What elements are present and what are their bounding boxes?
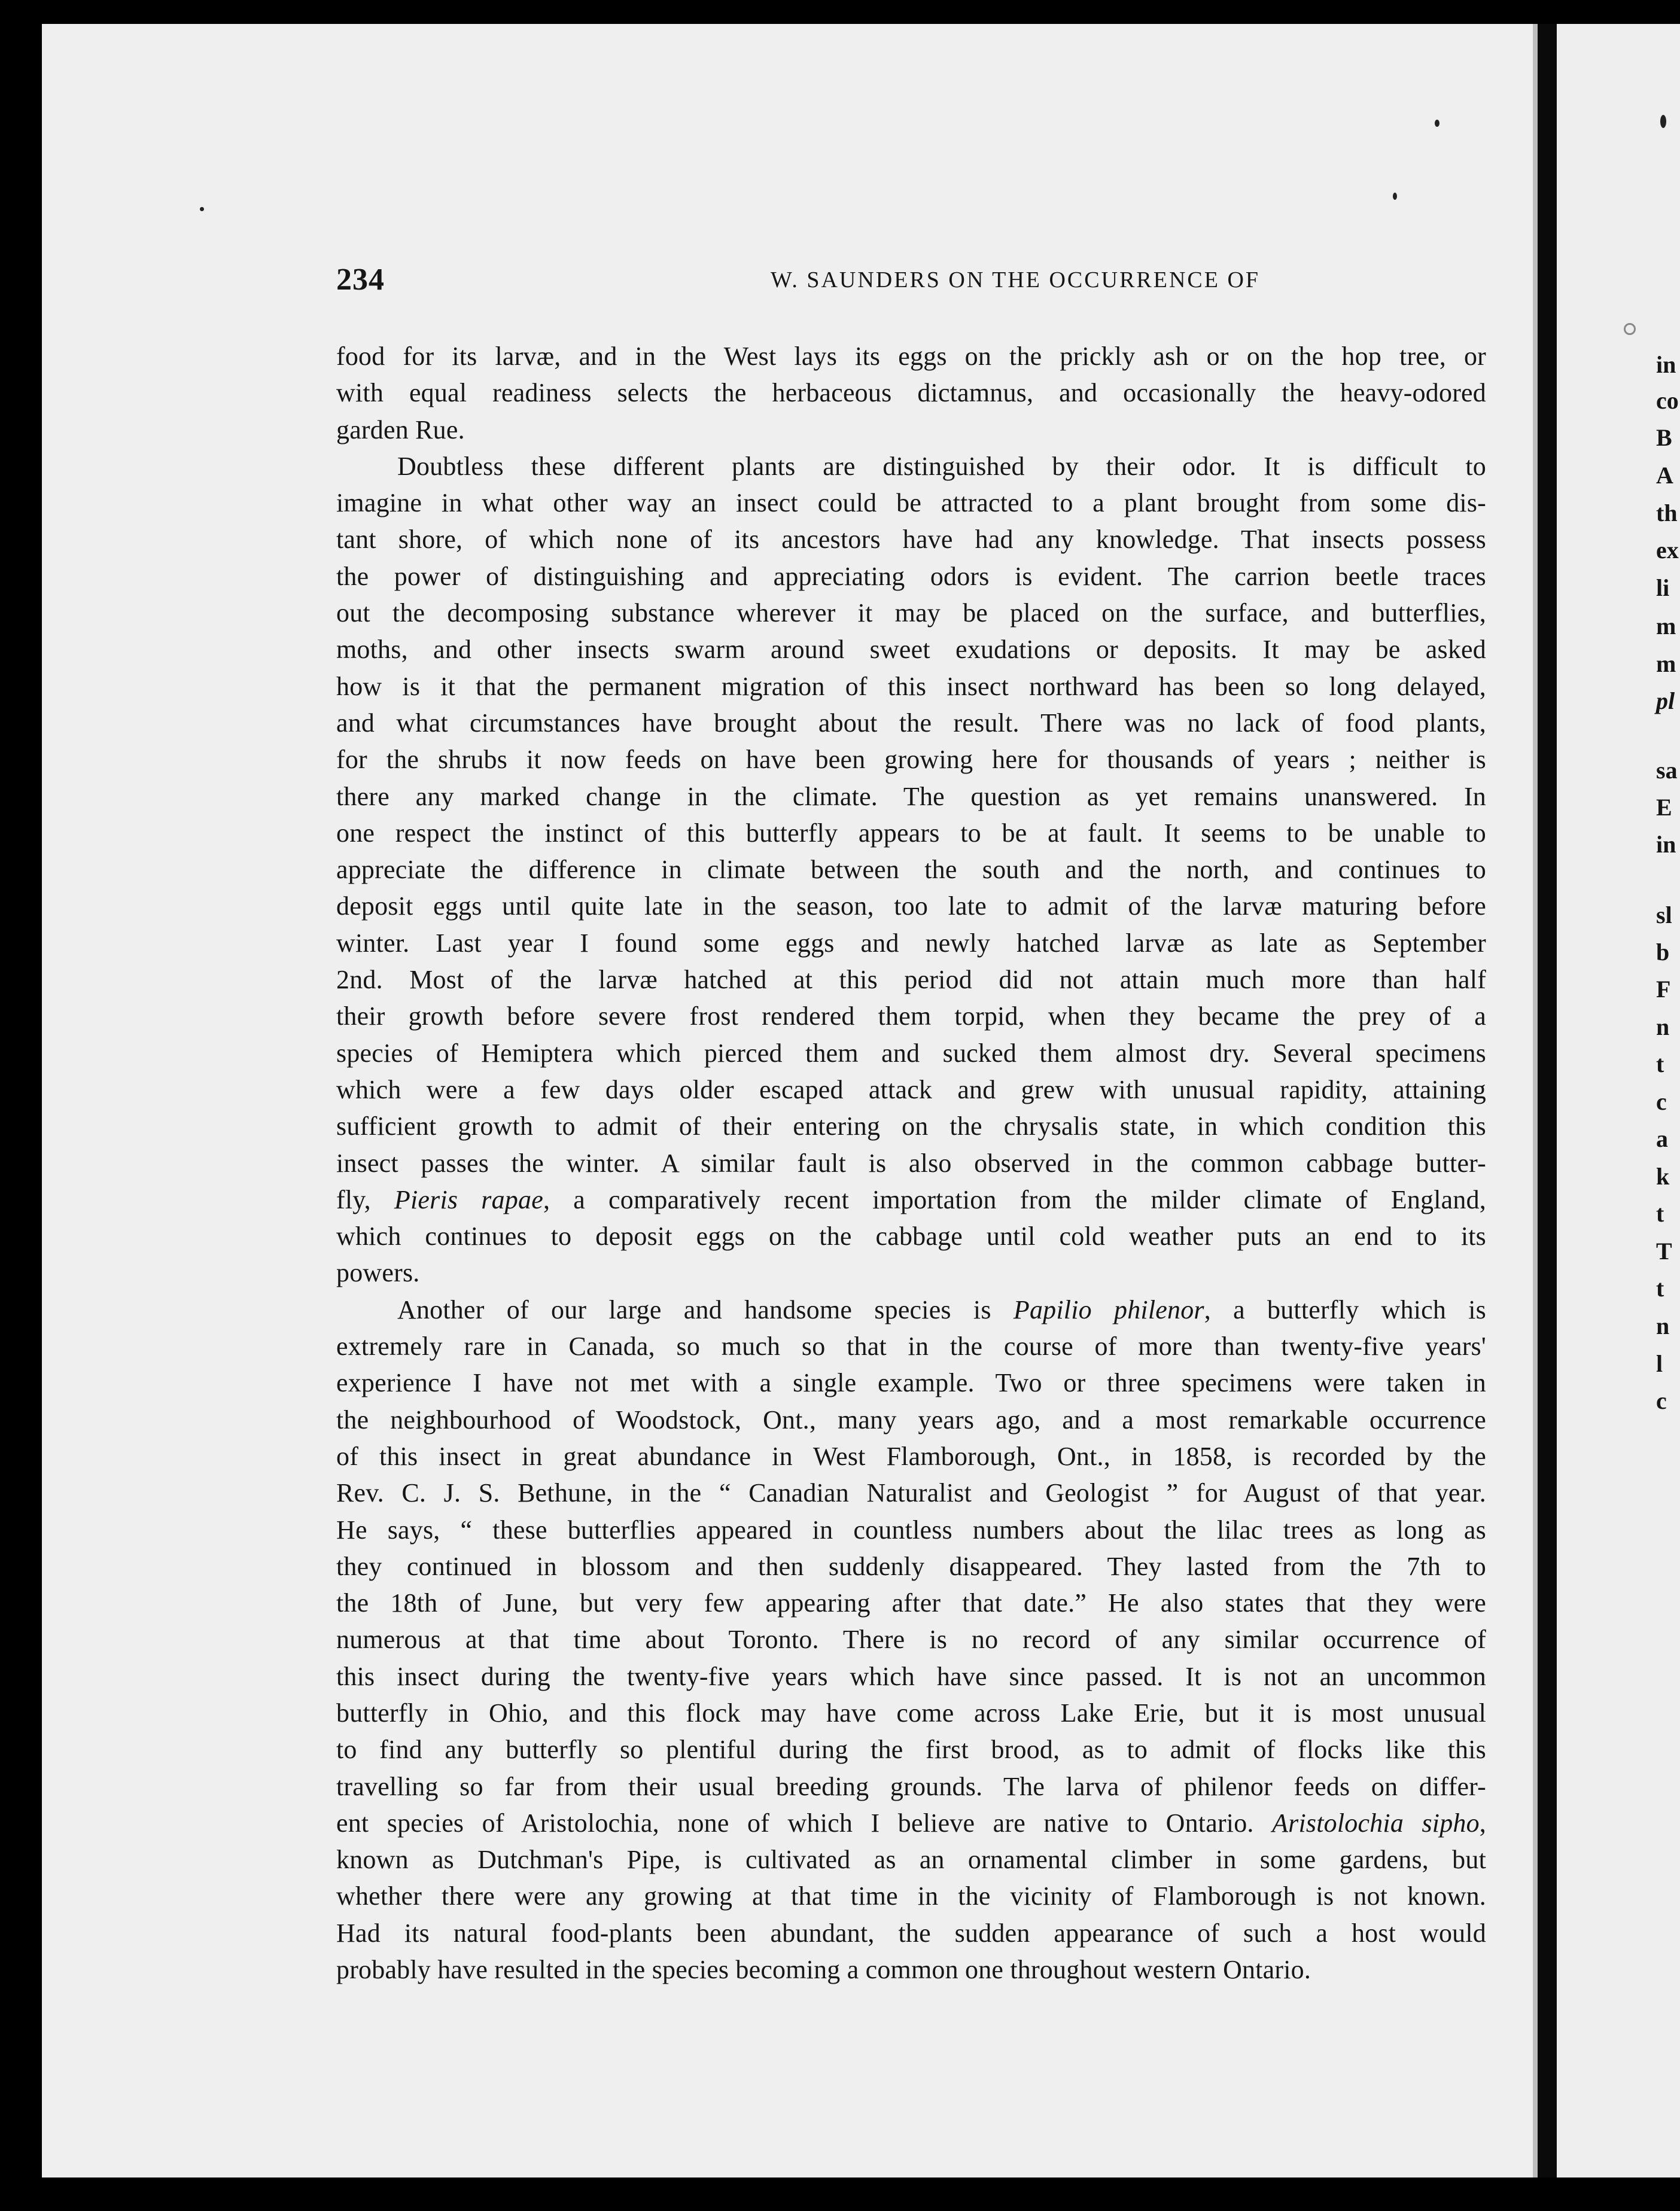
text-line: which continues to deposit eggs on the cabbage until cold weather puts an end to its [336, 1222, 1486, 1251]
page-number: 234 [336, 263, 385, 297]
adjacent-page-fragment: B [1656, 424, 1672, 451]
adjacent-page-fragment: l [1656, 1350, 1663, 1377]
adjacent-page-fragment: k [1656, 1163, 1670, 1190]
text-line: 2nd. Most of the larvæ hatched at this period did not attain much more than half [336, 965, 1486, 995]
adjacent-page-fragment: m [1656, 650, 1676, 677]
text-line: powers. [336, 1258, 420, 1288]
text-line: they continued in blossom and then suddenly disappeared. They lasted from the 7th to [336, 1551, 1486, 1581]
adjacent-page-fragment: t [1656, 1050, 1664, 1077]
text-line: sufficient growth to admit of their entering on the chrysalis state, in which condition this [336, 1111, 1486, 1141]
adjacent-page-fragment: t [1656, 1200, 1664, 1227]
text-line: of this insect in great abundance in West Flamborough, Ont., in 1858, is recorded by the [336, 1441, 1486, 1471]
adjacent-page-fragment: th [1656, 500, 1678, 526]
text-line: Rev. C. J. S. Bethune, in the “ Canadian Naturalist and Geologist ” for August of that year. [336, 1478, 1486, 1508]
text-line: experience I have not met with a single example. Two or three specimens were taken in [336, 1368, 1486, 1398]
adjacent-page-fragment: a [1656, 1125, 1668, 1152]
text-line: how is it that the permanent migration of this insect northward has been so long delayed, [336, 671, 1486, 701]
adjacent-page-fragment: in [1656, 351, 1676, 378]
text-line [336, 1181, 1486, 1218]
text-line [336, 1805, 1486, 1841]
text-line: appreciate the difference in climate between the south and the north, and continues to [336, 855, 1486, 885]
species-name-italic: Papilio philenor [1013, 1295, 1204, 1324]
adjacent-page-fragment: c [1656, 1387, 1667, 1414]
text-segment: , [1479, 1808, 1486, 1838]
adjacent-page-fragment: pl [1656, 687, 1675, 714]
speck-mark [1624, 323, 1636, 335]
adjacent-page-fragment: n [1656, 1013, 1670, 1040]
text-line: one respect the instinct of this butterfly appears to be at fault. It seems to be unable to [336, 818, 1486, 848]
speck-mark [1660, 115, 1666, 128]
text-line: species of Hemiptera which pierced them and sucked them almost dry. Several specimens [336, 1038, 1486, 1068]
body-text [336, 338, 1486, 1988]
text-segment: Another of our large and handsome species is [397, 1295, 1014, 1324]
text-line: whether there were any growing at that time in the vicinity of Flamborough is not known. [336, 1881, 1486, 1911]
adjacent-page-fragment: sl [1656, 902, 1672, 928]
running-head: W. SAUNDERS ON THE OCCURRENCE OF [770, 267, 1261, 293]
text-line: winter. Last year I found some eggs and newly hatched larvæ as late as September [336, 928, 1486, 958]
text-line: travelling so far from their usual breeding grounds. The larva of philenor feeds on differ- [336, 1771, 1486, 1801]
species-name-italic: Aristolochia sipho [1272, 1808, 1480, 1838]
text-line: Doubtless these different plants are distinguished by their odor. It is difficult to [397, 451, 1486, 481]
text-line: butterfly in Ohio, and this flock may have come across Lake Erie, but it is most unusual [336, 1698, 1486, 1728]
text-line: food for its larvæ, and in the West lays its eggs on the prickly ash or on the hop tree, or [336, 342, 1486, 371]
adjacent-page-edge [1557, 24, 1680, 2178]
adjacent-page-fragment: F [1656, 976, 1671, 1003]
text-line: their growth before severe frost rendered them torpid, when they became the prey of a [336, 1001, 1486, 1031]
text-line: the 18th of June, but very few appearing after that date.” He also states that they were [336, 1588, 1486, 1618]
text-line: extremely rare in Canada, so much so that in the course of more than twenty-five years' [336, 1332, 1486, 1362]
text-line: this insect during the twenty-five years which have since passed. It is not an uncommon [336, 1661, 1486, 1691]
adjacent-page-fragment: m [1656, 613, 1676, 639]
adjacent-page-fragment: in [1656, 831, 1676, 858]
text-segment: ent species of Aristolochia, none of which I believe are native to Ontario. [336, 1808, 1273, 1838]
text-line: out the decomposing substance wherever it may be placed on the surface, and butterflies, [336, 598, 1486, 628]
speck-mark [200, 207, 204, 211]
speck-mark [1435, 120, 1439, 127]
page-header [336, 262, 1425, 300]
text-line: insect passes the winter. A similar fault is also observed in the common cabbage butter- [336, 1148, 1486, 1178]
text-line: which were a few days older escaped attack and grew with unusual rapidity, attaining [336, 1074, 1486, 1104]
text-segment: fly, [336, 1184, 394, 1214]
adjacent-page-fragment: li [1656, 574, 1670, 601]
text-line: He says, “ these butterflies appeared in countless numbers about the lilac trees as long as [336, 1515, 1486, 1545]
text-line: numerous at that time about Toronto. There is no record of any similar occurrence of [336, 1625, 1486, 1655]
scanned-page [42, 24, 1538, 2178]
adjacent-page-fragment: c [1656, 1088, 1667, 1115]
text-line: known as Dutchman's Pipe, is cultivated as an ornamental climber in some gardens, but [336, 1845, 1486, 1875]
text-line: to find any butterfly so plentiful during the first brood, as to admit of flocks like this [336, 1735, 1486, 1765]
book-gutter [1538, 24, 1557, 2178]
adjacent-page-fragment: E [1656, 794, 1672, 821]
text-line: tant shore, of which none of its ancestors have had any knowledge. That insects possess [336, 525, 1486, 555]
adjacent-page-fragment: t [1656, 1275, 1664, 1302]
text-line [336, 1292, 1486, 1328]
adjacent-page-fragment: T [1656, 1238, 1672, 1265]
adjacent-page-fragment: A [1656, 462, 1673, 489]
text-line: there any marked change in the climate. The question as yet remains unanswered. In [336, 781, 1486, 811]
adjacent-page-fragment: sa [1656, 757, 1678, 784]
text-line: and what circumstances have brought about the result. There was no lack of food plants, [336, 708, 1486, 738]
text-line: deposit eggs until quite late in the season, too late to admit of the larvæ maturing before [336, 891, 1486, 921]
text-segment: , a butterfly which is [1204, 1295, 1486, 1324]
text-line: the power of distinguishing and appreciating odors is evident. The carrion beetle traces [336, 561, 1486, 591]
text-line: with equal readiness selects the herbaceous dictamnus, and occasionally the heavy-odored [336, 378, 1486, 408]
text-line: for the shrubs it now feeds on have been growing here for thousands of years ; neither is [336, 745, 1486, 775]
text-segment: , a comparatively recent importation from the milder climate of England, [543, 1184, 1487, 1214]
adjacent-page-fragment: n [1656, 1312, 1670, 1339]
adjacent-page-fragment: co [1656, 387, 1679, 414]
adjacent-page-fragment: b [1656, 939, 1670, 966]
text-line: probably have resulted in the species becoming a common one throughout western Ontario. [336, 1955, 1311, 1985]
speck-mark [1393, 193, 1397, 200]
text-line: Had its natural food-plants been abundant, the sudden appearance of such a host would [336, 1918, 1486, 1948]
text-line: the neighbourhood of Woodstock, Ont., many years ago, and a most remarkable occurrence [336, 1405, 1486, 1435]
adjacent-page-fragment: ex [1656, 537, 1679, 564]
text-line: imagine in what other way an insect could be attracted to a plant brought from some dis- [336, 488, 1486, 518]
text-line: moths, and other insects swarm around sweet exudations or deposits. It may be asked [336, 635, 1486, 665]
species-name-italic: Pieris rapae [394, 1184, 543, 1214]
text-line: garden Rue. [336, 415, 465, 444]
